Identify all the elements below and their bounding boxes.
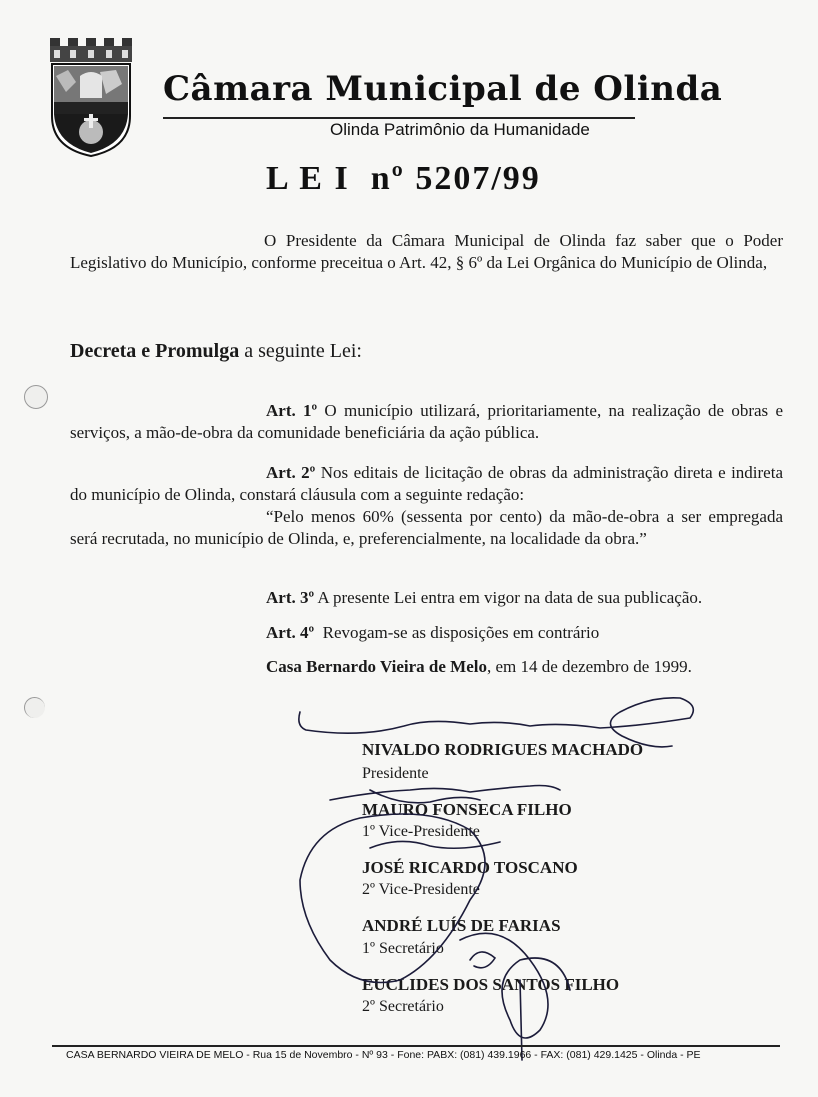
decree-bold: Decreta e Promulga <box>70 340 240 362</box>
header-divider <box>163 117 635 119</box>
article-2 <box>70 462 783 505</box>
article-1 <box>70 400 783 443</box>
signatory-name: ANDRÉ LUÍS DE FARIAS <box>362 916 561 935</box>
article-text: O município utilizará, prioritariamente, na realização de obras e serviços, a mão-de-obra da comunidade beneficiária da ação pública. <box>70 401 783 442</box>
decree-rest: a seguinte Lei: <box>239 340 362 362</box>
signatory-name: EUCLIDES DOS SANTOS FILHO <box>362 975 620 994</box>
signatory-role: 2º Vice-Presidente <box>362 881 480 898</box>
article-label: Art. 1º <box>266 401 318 420</box>
law-number: L E I nº 5207/99 <box>266 160 541 197</box>
signatory-role: 1º Vice-Presidente <box>362 823 480 840</box>
article-text: Revogam-se as disposições em contrário <box>314 623 600 642</box>
signature-stroke <box>470 952 495 968</box>
signatory-name: NIVALDO RODRIGUES MACHADO <box>362 740 644 759</box>
intro-paragraph: O Presidente da Câmara Municipal de Olinda faz saber que o Poder Legislativo do Município, conforme preceitua o Art. 42, § 6º da Lei Orgânica do Município de Olinda, <box>70 231 783 272</box>
chamber-title: Câmara Municipal de Olinda <box>163 69 723 109</box>
article-label: Art. 3º <box>266 588 315 607</box>
place-date-line <box>266 657 692 677</box>
signatory-role: 1º Secretário <box>362 940 444 957</box>
punch-hole <box>24 385 48 409</box>
olinda-coat-of-arms-icon <box>46 36 136 158</box>
article-2-quote <box>70 506 783 549</box>
decree-line <box>70 340 362 363</box>
footer-divider <box>52 1045 780 1047</box>
punch-hole <box>24 697 45 718</box>
article-text: “Pelo menos 60% (sessenta por cento) da mão-de-obra a ser empregada será recrutada, no município de Olinda, e, preferencialmente, na localidade da obra.” <box>70 507 783 548</box>
article-3 <box>266 588 702 608</box>
article-label: Art. 2º <box>266 463 316 482</box>
article-4 <box>266 623 599 643</box>
tagline: Olinda Patrimônio da Humanidade <box>330 120 590 139</box>
article-label: Art. 4º <box>266 623 315 642</box>
article-text: Nos editais de licitação de obras da administração direta e indireta do município de Olinda, constará cláusula com a seguinte redação: <box>70 463 783 504</box>
footer-address: CASA BERNARDO VIEIRA DE MELO - Rua 15 de Novembro - Nº 93 - Fone: PABX: (081) 439.1966 - FAX: (081) 429.1425 - Olinda - PE <box>66 1049 701 1061</box>
place-rest: , em 14 de dezembro de 1999. <box>486 657 692 676</box>
signature-stroke <box>330 786 560 801</box>
signatory-role: 2º Secretário <box>362 998 444 1015</box>
signature-stroke <box>370 841 500 848</box>
signatory-name: JOSÉ RICARDO TOSCANO <box>362 858 578 877</box>
signatory-name: MAURO FONSECA FILHO <box>362 800 572 819</box>
place-bold: Casa Bernardo Vieira de Melo <box>266 657 487 676</box>
signatory-role: Presidente <box>362 765 429 782</box>
article-text: A presente Lei entra em vigor na data de sua publicação. <box>314 588 703 607</box>
